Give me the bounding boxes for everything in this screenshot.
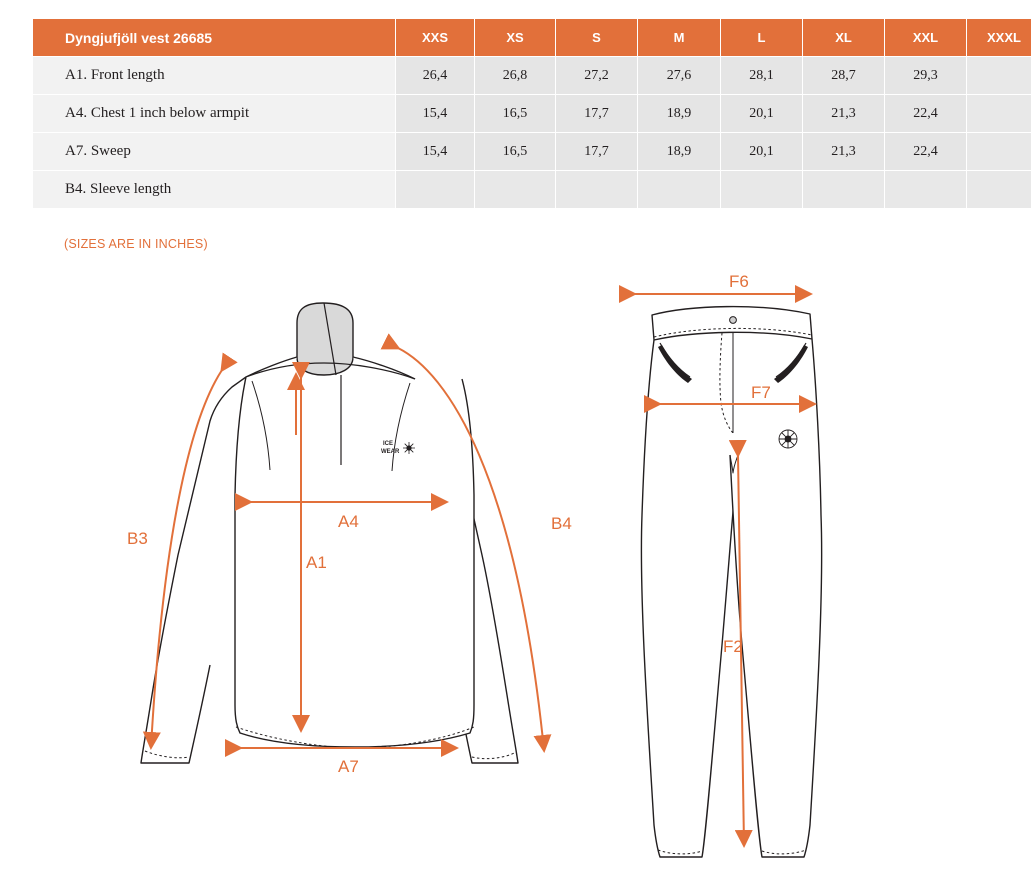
cell-a4-xxxl — [967, 95, 1031, 133]
dimension-label-b3: B3 — [127, 529, 148, 548]
table-header — [33, 19, 1031, 57]
product-title-cell: Dyngjufjöll vest 26685 — [33, 19, 396, 57]
size-header-xxs: XXS — [396, 19, 475, 57]
cell-a1-xl: 28,7 — [803, 57, 885, 95]
cell-a1-xxs: 26,4 — [396, 57, 475, 95]
brand-mark-icon — [779, 430, 797, 448]
table-row — [33, 133, 1031, 171]
dimension-f6 — [634, 272, 810, 294]
cell-a1-xxxl — [967, 57, 1031, 95]
cell-a1-xs: 26,8 — [475, 57, 556, 95]
measurement-label-a4: A4. Chest 1 inch below armpit — [33, 95, 396, 133]
cell-b4-l — [721, 171, 803, 209]
cell-a7-xs: 16,5 — [475, 133, 556, 171]
cell-a7-m: 18,9 — [638, 133, 721, 171]
cell-a4-xl: 21,3 — [803, 95, 885, 133]
size-header-xxl: XXL — [885, 19, 967, 57]
cell-b4-m — [638, 171, 721, 209]
cell-a4-xxl: 22,4 — [885, 95, 967, 133]
cell-a4-l: 20,1 — [721, 95, 803, 133]
pullover-drawing — [141, 303, 518, 763]
measurement-label-b4: B4. Sleeve length — [33, 171, 396, 209]
cell-a7-xl: 21,3 — [803, 133, 885, 171]
cell-b4-xl — [803, 171, 885, 209]
table-header-row — [33, 19, 1031, 57]
svg-text:ICE: ICE — [383, 441, 394, 447]
illustration-area — [0, 265, 1031, 882]
size-chart-table — [32, 18, 1031, 209]
size-header-xl: XL — [803, 19, 885, 57]
cell-b4-s — [556, 171, 638, 209]
dimension-label-b4: B4 — [551, 514, 572, 533]
dimension-label-a1: A1 — [306, 553, 327, 572]
table-row — [33, 95, 1031, 133]
cell-a4-xxs: 15,4 — [396, 95, 475, 133]
cell-a7-xxl: 22,4 — [885, 133, 967, 171]
cell-a1-xxl: 29,3 — [885, 57, 967, 95]
size-header-xxxl: XXXL — [967, 19, 1031, 57]
table-body — [33, 57, 1031, 209]
measurement-label-a7: A7. Sweep — [33, 133, 396, 171]
dimension-label-a7: A7 — [338, 757, 359, 776]
cell-b4-xs — [475, 171, 556, 209]
cell-a7-xxs: 15,4 — [396, 133, 475, 171]
cell-b4-xxl — [885, 171, 967, 209]
table-row — [33, 171, 1031, 209]
table-row — [33, 57, 1031, 95]
dimension-label-f7: F7 — [751, 383, 771, 402]
dimension-label-a4: A4 — [338, 512, 359, 531]
cell-a7-xxxl — [967, 133, 1031, 171]
units-note: (SIZES ARE IN INCHES) — [64, 237, 208, 251]
size-header-m: M — [638, 19, 721, 57]
dimension-label-f2: F2 — [723, 637, 743, 656]
size-header-l: L — [721, 19, 803, 57]
size-header-xs: XS — [475, 19, 556, 57]
cell-a1-l: 28,1 — [721, 57, 803, 95]
measurement-label-a1: A1. Front length — [33, 57, 396, 95]
cell-a4-xs: 16,5 — [475, 95, 556, 133]
cell-a4-m: 18,9 — [638, 95, 721, 133]
size-chart-table-container — [32, 18, 1021, 209]
cell-b4-xxxl — [967, 171, 1031, 209]
dimension-a7 — [240, 748, 456, 776]
cell-a7-l: 20,1 — [721, 133, 803, 171]
size-header-s: S — [556, 19, 638, 57]
svg-text:WEAR: WEAR — [381, 449, 400, 455]
cell-a4-s: 17,7 — [556, 95, 638, 133]
cell-a1-m: 27,6 — [638, 57, 721, 95]
cell-b4-xxs — [396, 171, 475, 209]
dimension-label-f6: F6 — [729, 272, 749, 291]
cell-a1-s: 27,2 — [556, 57, 638, 95]
cell-a7-s: 17,7 — [556, 133, 638, 171]
trousers-drawing — [641, 307, 821, 857]
